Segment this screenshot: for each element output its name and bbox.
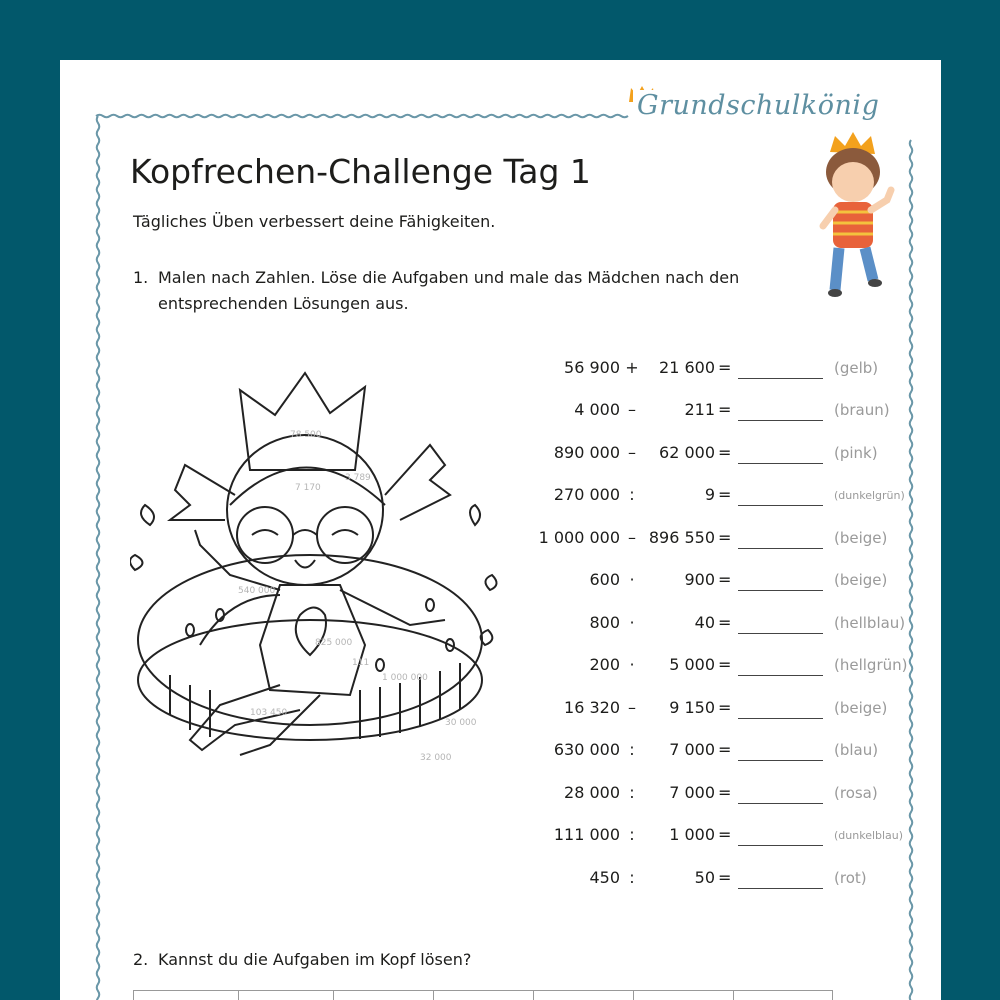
problem-row: 1 000 000 – 896 550 = (beige) [538,528,888,547]
problem-row: 890 000 – 62 000 = (pink) [553,443,878,462]
problem-row: 111 000 : 1 000 = (dunkelblau) [553,825,904,844]
table-cell [633,991,634,1000]
region-label: 111 [352,658,370,668]
problem-row: 28 000 : 7 000 = (rosa) [564,783,878,802]
region-label: 103 450 [250,708,288,718]
problem-row: 200 · 5 000 = (hellgrün) [589,655,908,674]
problem-row: 270 000 : 9 = (dunkelgrün) [553,485,905,504]
answer-line[interactable] [738,633,823,634]
girl-on-swim-ring-illustration [130,345,510,785]
region-label: 3 789 [345,473,371,483]
brand-logo: Grundschulkönig [633,90,883,121]
boy-mascot-illustration [805,130,895,300]
page-subtitle: Tägliches Üben verbessert deine Fähigkeiten. [133,212,496,231]
task-2-number: 2. [133,950,149,969]
problem-row: 630 000 : 7 000 = (blau) [553,740,879,759]
region-label: 32 000 [420,753,452,763]
problem-row: 800 · 40 = (hellblau) [589,613,906,632]
region-label: 78 500 [290,430,322,440]
task-1 [133,265,813,317]
problem-row: 56 900 + 21 600 = (gelb) [564,358,879,377]
task-2 [133,950,471,969]
region-label: 825 000 [315,638,353,648]
answer-line[interactable] [738,675,823,676]
worksheet [60,60,941,1000]
region-label: 540 000 [238,586,276,596]
task-1-number: 1. [133,268,149,287]
answer-line[interactable] [738,888,823,889]
answer-line[interactable] [738,548,823,549]
answer-line[interactable] [738,590,823,591]
task-2-table [133,990,833,1000]
table-cell [238,991,239,1000]
answer-line[interactable] [738,718,823,719]
problem-row: 600 · 900 = (beige) [589,570,888,589]
table-cell [533,991,534,1000]
answer-line[interactable] [738,420,823,421]
task-1-text: Malen nach Zahlen. Löse die Aufgaben und male das Mädchen nach den entsprechenden Lösungen aus. [158,268,740,313]
table-cell [733,991,734,1000]
task-2-text: Kannst du die Aufgaben im Kopf lösen? [158,950,472,969]
table-cell [832,991,833,1000]
problem-row: 450 : 50 = (rot) [589,868,867,887]
page-title: Kopfrechen-Challenge Tag 1 [130,152,591,191]
region-label: 1 000 000 [382,673,428,683]
problem-row: 4 000 – 211 = (braun) [574,400,890,419]
table-cell [433,991,434,1000]
problem-row: 16 320 – 9 150 = (beige) [564,698,888,717]
answer-line[interactable] [738,378,823,379]
region-label: 30 000 [445,718,477,728]
answer-line[interactable] [738,760,823,761]
answer-line[interactable] [738,463,823,464]
region-label: 7 170 [295,483,321,493]
answer-line[interactable] [738,803,823,804]
table-cell [133,991,134,1000]
answer-line[interactable] [738,505,823,506]
answer-line[interactable] [738,845,823,846]
table-cell [333,991,334,1000]
